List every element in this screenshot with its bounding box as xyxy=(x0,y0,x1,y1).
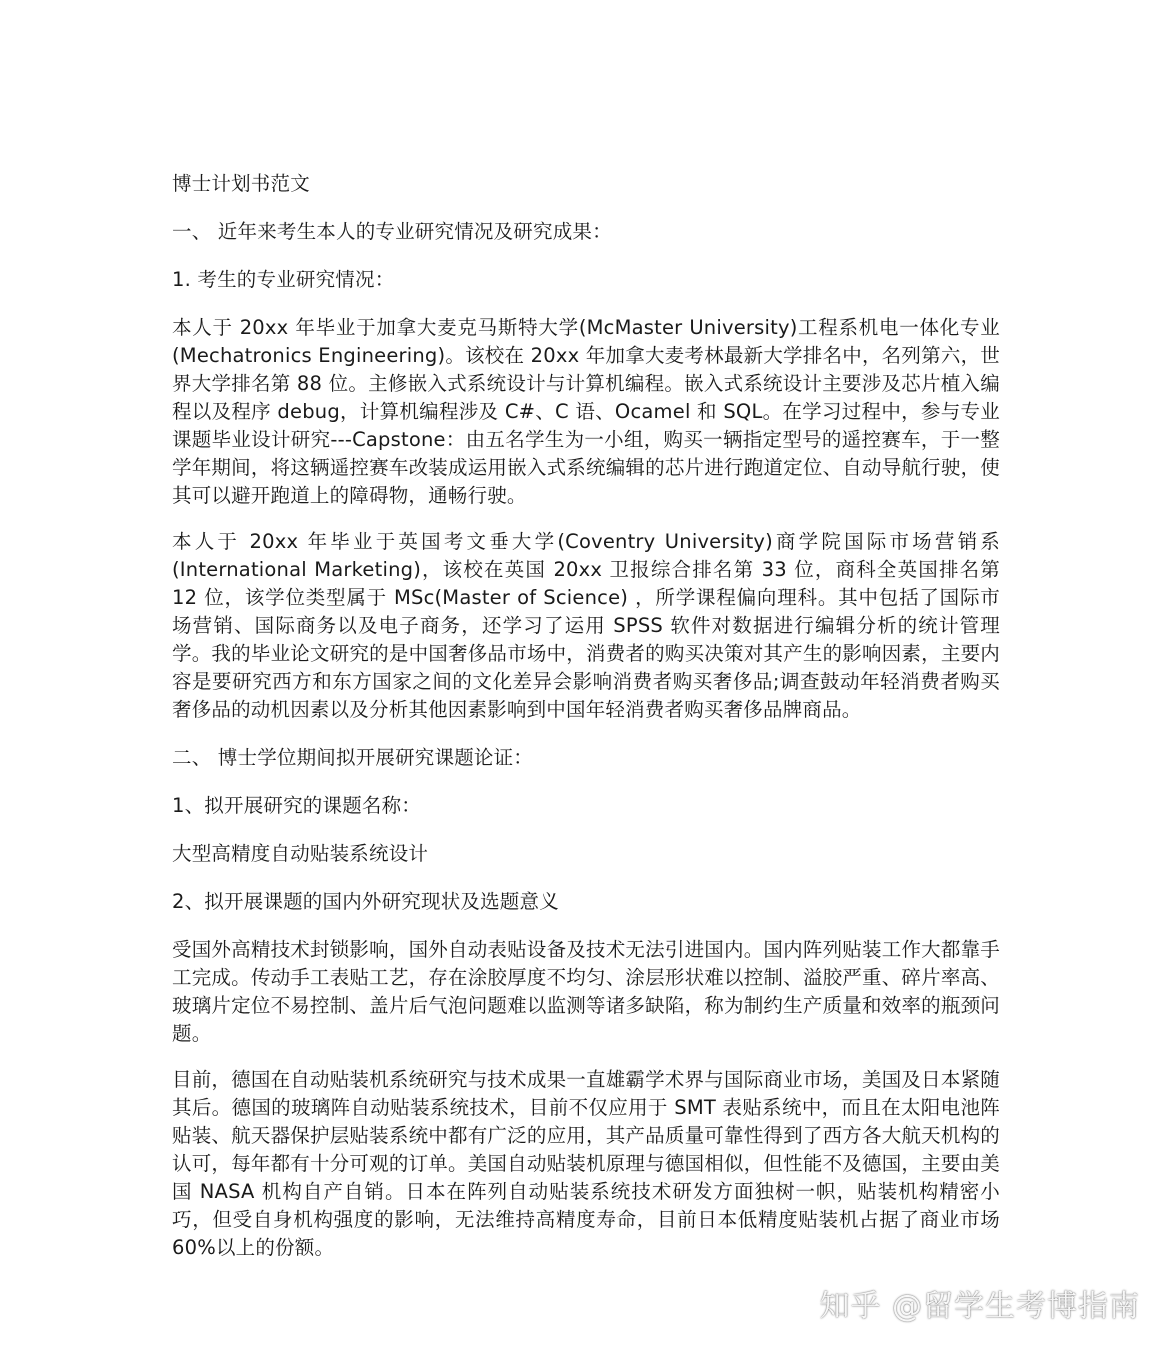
paragraph-1: 本人于 20xx 年毕业于加拿大麦克马斯特大学(McMaster University)工程系机电一体化专业(Mechatronics Engineering)。该校在 20xx 年加拿大麦考林最新大学排名中，名列第六，世界大学排名第 88 位。主修嵌入式系统设计与计算机编程。嵌入式系统设计主要涉及芯片植入编程以及程序 debug，计算机编程涉及 C#、C 语、Ocamel 和 SQL。在学习过程中，参与专业课题毕业设计研究---Capstone：由五名学生为一小组，购买一辆指定型号的遥控赛车，于一整学年期间，将这辆遥控赛车改装成运用嵌入式系统编辑的芯片进行跑道定位、自动导航行驶，使其可以避开跑道上的障碍物，通畅行驶。 xyxy=(172,316,1000,507)
topic-name: 大型高精度自动贴装系统设计 xyxy=(172,842,429,865)
section-heading-1: 一、 近年来考生本人的专业研究情况及研究成果： xyxy=(172,220,612,243)
document-body xyxy=(172,170,1000,1262)
paragraph-2: 本人于 20xx 年毕业于英国考文垂大学(Coventry University)商学院国际市场营销系(International Marketing)，该校在英国 20xx 卫报综合排名第 33 位，商科全英国排名第 12 位，该学位类型属于 MSc(Master of Science) ，所学课程偏向理科。其中包括了国际市场营销、国际商务以及电子商务，还学习了运用 SPSS 软件对数据进行编辑分析的统计管理学。我的毕业论文研究的是中国奢侈品市场中，消费者的购买决策对其产生的影响因素，主要内容是要研究西方和东方国家之间的文化差异会影响消费者购买奢侈品;调查鼓动年轻消费者购买奢侈品的动机因素以及分析其他因素影响到中国年轻消费者购买奢侈品牌商品。 xyxy=(172,530,1000,721)
paragraph-3: 受国外高精技术封锁影响，国外自动表贴设备及技术无法引进国内。国内阵列贴装工作大都靠手工完成。传动手工表贴工艺，存在涂胶厚度不均匀、涂层形状难以控制、溢胶严重、碎片率高、玻璃片定位不易控制、盖片后气泡问题难以监测等诸多缺陷，称为制约生产质量和效率的瓶颈问题。 xyxy=(172,938,1000,1045)
paragraph-4: 目前，德国在自动贴装机系统研究与技术成果一直雄霸学术界与国际商业市场，美国及日本紧随其后。德国的玻璃阵自动贴装系统技术，目前不仅应用于 SMT 表贴系统中，而且在太阳电池阵贴装、航天器保护层贴装系统中都有广泛的应用，其产品质量可靠性得到了西方各大航天机构的认可，每年都有十分可观的订单。美国自动贴装机原理与德国相似，但性能不及德国，主要由美国 NASA 机构自产自销。日本在阵列自动贴装系统技术研发方面独树一帜，贴装机构精密小巧，但受自身机构强度的影响，无法维持高精度寿命，目前日本低精度贴装机占据了商业市场 60%以上的份额。 xyxy=(172,1068,1000,1259)
item-heading-2: 2、拟开展课题的国内外研究现状及选题意义 xyxy=(172,890,559,913)
zhihu-watermark: 知乎 @留学生考博指南 xyxy=(819,1289,1140,1324)
document-title: 博士计划书范文 xyxy=(172,172,310,195)
subsection-heading-1: 1. 考生的专业研究情况： xyxy=(172,268,395,291)
section-heading-2: 二、 博士学位期间拟开展研究课题论证： xyxy=(172,746,533,769)
item-heading-1: 1、拟开展研究的课题名称： xyxy=(172,794,422,817)
